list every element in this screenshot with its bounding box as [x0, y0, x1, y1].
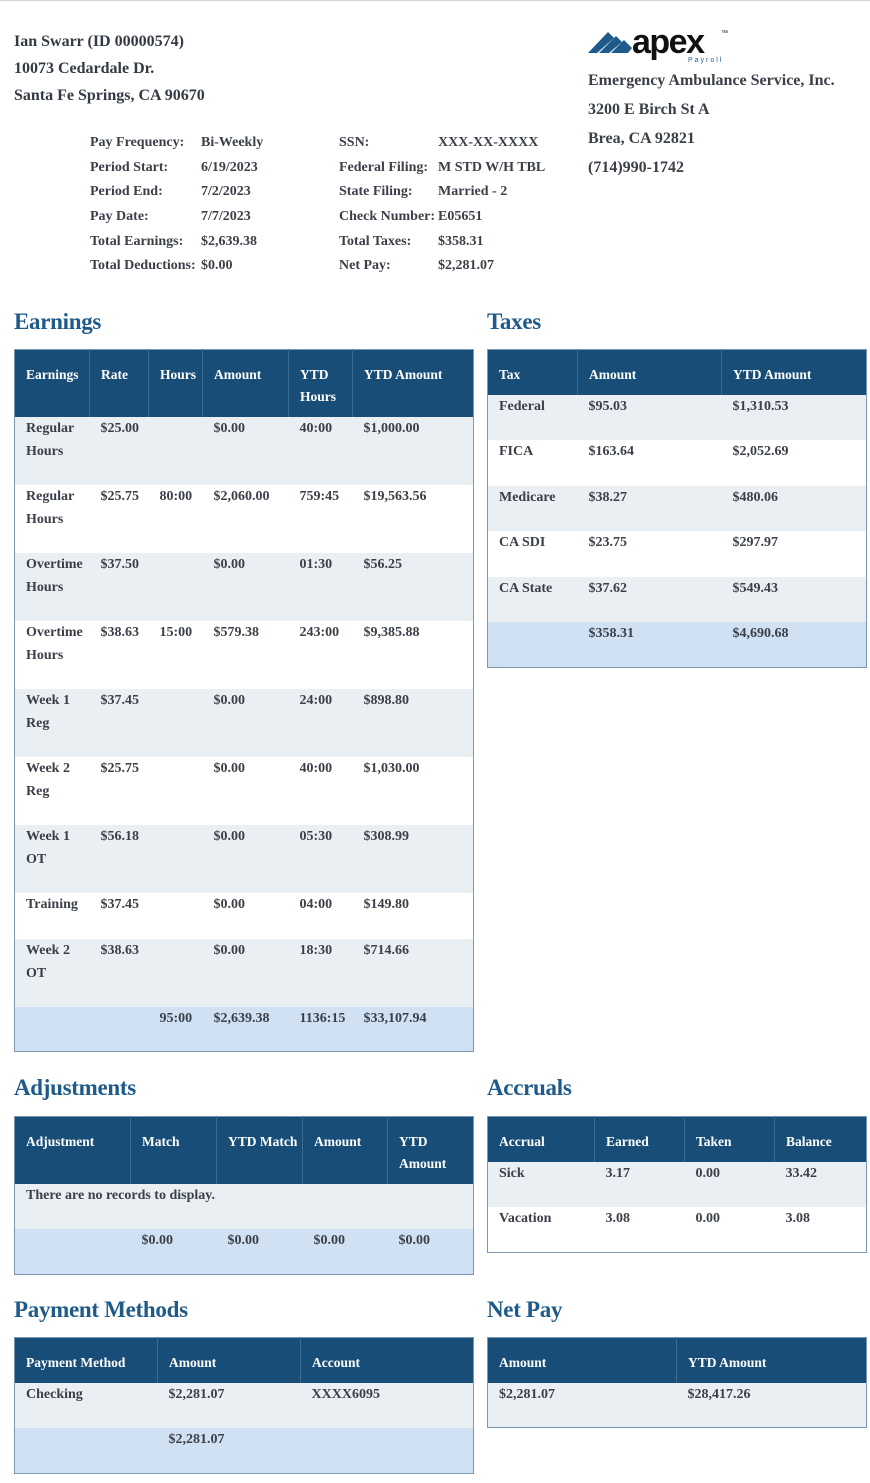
payment-methods-table	[14, 1337, 474, 1474]
taxes-total-name	[488, 622, 578, 668]
table-row	[15, 417, 474, 485]
pay-info-label: Total Earnings:	[90, 233, 184, 249]
column-header: Amount	[303, 1117, 388, 1184]
tax-ytd-amount: $480.06	[722, 486, 867, 531]
payment-total-method	[15, 1428, 158, 1474]
earning-amount: $0.00	[203, 893, 289, 939]
earning-name: Overtime Hours	[15, 621, 90, 689]
column-header: Hours	[149, 350, 203, 417]
earnings-total-name	[15, 1007, 90, 1052]
column-header: YTD Amount	[353, 350, 474, 417]
table-row	[488, 395, 867, 440]
earning-ytd-amount: $19,563.56	[353, 485, 474, 553]
net-pay-table	[487, 1337, 867, 1428]
earning-ytd-amount: $56.25	[353, 553, 474, 621]
table-row	[15, 825, 474, 893]
earning-rate: $37.45	[90, 893, 149, 939]
earning-amount: $0.00	[203, 757, 289, 825]
pay-info-value: $2,639.38	[201, 233, 257, 249]
pay-info-row	[90, 180, 263, 205]
table-row	[15, 939, 474, 1007]
column-header: Amount	[203, 350, 289, 417]
earnings-table	[14, 349, 474, 1052]
earning-ytd-hours: 759:45	[289, 485, 353, 553]
payment-total-account	[301, 1428, 474, 1474]
earning-rate: $56.18	[90, 825, 149, 893]
column-header: Amount	[158, 1338, 301, 1383]
pay-info-value: $2,281.07	[438, 258, 494, 274]
earning-ytd-amount: $1,000.00	[353, 417, 474, 485]
earning-name: Week 1 Reg	[15, 689, 90, 757]
earning-ytd-hours: 40:00	[289, 417, 353, 485]
pay-info-label: Check Number:	[339, 209, 436, 225]
tax-amount: $95.03	[578, 395, 722, 440]
adjustments-total-amount: $0.00	[303, 1229, 388, 1275]
accruals-title: Accruals	[487, 1075, 572, 1100]
pay-info-value: Married - 2	[438, 184, 508, 200]
earning-rate: $25.75	[90, 485, 149, 553]
pay-info-value: $0.00	[201, 258, 233, 274]
pay-info-row	[339, 131, 545, 156]
tax-ytd-amount: $2,052.69	[722, 440, 867, 486]
earning-name: Week 2 OT	[15, 939, 90, 1007]
tax-amount: $37.62	[578, 577, 722, 622]
earning-hours	[149, 893, 203, 939]
column-header: Balance	[775, 1117, 867, 1162]
table-row	[15, 757, 474, 825]
pay-info-row	[339, 180, 545, 205]
pay-info-label: Pay Date:	[90, 209, 149, 225]
earning-hours: 15:00	[149, 621, 203, 689]
pay-info-row	[90, 229, 263, 254]
employee-address-line2: Santa Fe Springs, CA 90670	[14, 87, 205, 104]
taxes-title: Taxes	[487, 309, 541, 334]
earning-rate: $25.75	[90, 757, 149, 825]
tax-ytd-amount: $297.97	[722, 531, 867, 577]
pay-info-value: 7/7/2023	[201, 209, 251, 225]
column-header: Accrual	[488, 1117, 595, 1162]
earning-ytd-amount: $714.66	[353, 939, 474, 1007]
earning-hours	[149, 757, 203, 825]
logo-wordmark: apex	[632, 24, 704, 61]
earning-ytd-hours: 01:30	[289, 553, 353, 621]
tax-name: Medicare	[488, 486, 578, 531]
pay-info-row	[90, 131, 263, 156]
earning-rate: $38.63	[90, 621, 149, 689]
logo-mountains-icon	[588, 32, 632, 53]
adjustments-title: Adjustments	[14, 1075, 136, 1100]
tax-amount: $23.75	[578, 531, 722, 577]
net-pay-ytd-amount: $28,417.26	[677, 1383, 867, 1428]
adjustments-total-name	[15, 1229, 131, 1275]
column-header: Taken	[685, 1117, 775, 1162]
earning-ytd-hours: 243:00	[289, 621, 353, 689]
column-header: Adjustment	[15, 1117, 131, 1184]
column-header: Tax	[488, 350, 578, 395]
pay-info-row	[339, 205, 545, 230]
payment-method: Checking	[15, 1383, 158, 1428]
earning-name: Training	[15, 893, 90, 939]
company-address-line1: 3200 E Birch St A	[588, 101, 710, 118]
taxes-total-ytd: $4,690.68	[722, 622, 867, 668]
pay-info-label: Federal Filing:	[339, 159, 429, 175]
column-header: Payment Method	[15, 1338, 158, 1383]
earning-rate: $37.45	[90, 689, 149, 757]
pay-info-right	[339, 131, 545, 279]
table-row	[15, 1383, 474, 1428]
tax-amount: $38.27	[578, 486, 722, 531]
earnings-total-ytd-hours: 1136:15	[289, 1007, 353, 1052]
pay-info-label: State Filing:	[339, 184, 413, 200]
company-info	[588, 66, 835, 182]
pay-info-label: Period End:	[90, 184, 163, 200]
column-header: Rate	[90, 350, 149, 417]
adjustments-total-match: $0.00	[131, 1229, 217, 1275]
employee-name: Ian Swarr (ID 00000574)	[14, 33, 184, 50]
total-row	[15, 1428, 474, 1474]
pay-info-label: Period Start:	[90, 159, 169, 175]
company-name: Emergency Ambulance Service, Inc.	[588, 72, 835, 89]
column-header: Amount	[488, 1338, 677, 1383]
earning-hours	[149, 939, 203, 1007]
earnings-total-rate	[90, 1007, 149, 1052]
pay-info-label: Net Pay:	[339, 258, 391, 274]
column-header: Earned	[595, 1117, 685, 1162]
top-border	[0, 0, 870, 1]
table-row	[15, 893, 474, 939]
pay-info-row	[90, 205, 263, 230]
employee-info	[14, 28, 205, 109]
pay-info-row	[339, 229, 545, 254]
tax-name: CA State	[488, 577, 578, 622]
pay-info-row	[90, 254, 263, 279]
earning-name: Week 1 OT	[15, 825, 90, 893]
column-header: Match	[131, 1117, 217, 1184]
total-row	[488, 622, 867, 668]
earning-name: Regular Hours	[15, 485, 90, 553]
tax-ytd-amount: $1,310.53	[722, 395, 867, 440]
pay-info-label: SSN:	[339, 135, 370, 151]
accrual-name: Sick	[488, 1162, 595, 1207]
earning-ytd-amount: $308.99	[353, 825, 474, 893]
earning-amount: $0.00	[203, 553, 289, 621]
table-row	[488, 1162, 867, 1207]
column-header: YTD Amount	[388, 1117, 474, 1184]
earning-amount: $2,060.00	[203, 485, 289, 553]
pay-info-value: E05651	[438, 209, 483, 225]
column-header: YTD Amount	[722, 350, 867, 395]
empty-row	[15, 1184, 474, 1229]
payment-amount: $2,281.07	[158, 1383, 301, 1428]
earnings-total-hours: 95:00	[149, 1007, 203, 1052]
earning-name: Regular Hours	[15, 417, 90, 485]
earning-ytd-hours: 18:30	[289, 939, 353, 1007]
table-row	[15, 553, 474, 621]
table-row	[488, 486, 867, 531]
accrual-taken: 0.00	[685, 1162, 775, 1207]
apex-payroll-logo	[588, 24, 738, 68]
earning-ytd-amount: $149.80	[353, 893, 474, 939]
pay-info-value: Bi-Weekly	[201, 135, 264, 151]
pay-info-value: M STD W/H TBL	[438, 159, 546, 175]
taxes-total-amount: $358.31	[578, 622, 722, 668]
earning-hours	[149, 417, 203, 485]
earning-hours	[149, 689, 203, 757]
tax-ytd-amount: $549.43	[722, 577, 867, 622]
earning-ytd-hours: 04:00	[289, 893, 353, 939]
tax-name: CA SDI	[488, 531, 578, 577]
earning-ytd-hours: 24:00	[289, 689, 353, 757]
table-header-row	[15, 1117, 474, 1184]
pay-info-value: 6/19/2023	[201, 159, 258, 175]
table-row	[488, 440, 867, 486]
table-row	[15, 621, 474, 689]
payment-methods-title: Payment Methods	[14, 1297, 188, 1322]
earning-amount: $579.38	[203, 621, 289, 689]
earning-ytd-amount: $9,385.88	[353, 621, 474, 689]
column-header: YTD Hours	[289, 350, 353, 417]
pay-info-value: XXX-XX-XXXX	[438, 135, 539, 151]
adjustments-total-ytd-match: $0.00	[217, 1229, 303, 1275]
table-row	[15, 689, 474, 757]
accruals-table	[487, 1116, 867, 1253]
earning-hours	[149, 825, 203, 893]
earnings-title: Earnings	[14, 309, 102, 334]
earnings-total-amount: $2,639.38	[203, 1007, 289, 1052]
earning-ytd-amount: $898.80	[353, 689, 474, 757]
column-header: Amount	[578, 350, 722, 395]
accrual-earned: 3.17	[595, 1162, 685, 1207]
no-records-message: There are no records to display.	[15, 1184, 474, 1229]
earning-amount: $0.00	[203, 417, 289, 485]
pay-info-row	[339, 156, 545, 181]
taxes-table	[487, 349, 867, 668]
earning-amount: $0.00	[203, 825, 289, 893]
total-row	[15, 1007, 474, 1052]
company-address-line2: Brea, CA 92821	[588, 130, 695, 147]
logo-trademark: ™	[721, 30, 728, 37]
earning-name: Overtime Hours	[15, 553, 90, 621]
pay-info-value: 7/2/2023	[201, 184, 251, 200]
accrual-balance: 33.42	[775, 1162, 867, 1207]
earning-ytd-hours: 05:30	[289, 825, 353, 893]
table-header-row	[15, 350, 474, 417]
net-pay-amount: $2,281.07	[488, 1383, 677, 1428]
adjustments-total-ytd-amount: $0.00	[388, 1229, 474, 1275]
earnings-total-ytd-amount: $33,107.94	[353, 1007, 474, 1052]
pay-info-label: Pay Frequency:	[90, 135, 185, 151]
table-row	[488, 1383, 867, 1428]
column-header: YTD Amount	[677, 1338, 867, 1383]
table-header-row	[488, 350, 867, 395]
pay-info-label: Total Taxes:	[339, 233, 412, 249]
pay-info-label: Total Deductions:	[90, 258, 196, 274]
accrual-name: Vacation	[488, 1207, 595, 1253]
table-row	[488, 577, 867, 622]
earning-rate: $38.63	[90, 939, 149, 1007]
employee-address-line1: 10073 Cedardale Dr.	[14, 60, 155, 77]
earning-rate: $37.50	[90, 553, 149, 621]
pay-info-row	[90, 156, 263, 181]
pay-info-left	[90, 131, 263, 279]
company-phone: (714)990-1742	[588, 159, 684, 176]
accrual-taken: 0.00	[685, 1207, 775, 1253]
earning-hours: 80:00	[149, 485, 203, 553]
pay-info-row	[339, 254, 545, 279]
column-header: Account	[301, 1338, 474, 1383]
table-header-row	[488, 1338, 867, 1383]
column-header: Earnings	[15, 350, 90, 417]
accrual-earned: 3.08	[595, 1207, 685, 1253]
table-row	[15, 485, 474, 553]
table-header-row	[488, 1117, 867, 1162]
earning-name: Week 2 Reg	[15, 757, 90, 825]
pay-info-value: $358.31	[438, 233, 484, 249]
earning-amount: $0.00	[203, 939, 289, 1007]
tax-name: FICA	[488, 440, 578, 486]
table-row	[488, 531, 867, 577]
tax-name: Federal	[488, 395, 578, 440]
payment-account: XXXX6095	[301, 1383, 474, 1428]
net-pay-title: Net Pay	[487, 1297, 563, 1322]
column-header: YTD Match	[217, 1117, 303, 1184]
adjustments-table	[14, 1116, 474, 1275]
earning-ytd-hours: 40:00	[289, 757, 353, 825]
table-header-row	[15, 1338, 474, 1383]
earning-hours	[149, 553, 203, 621]
earning-rate: $25.00	[90, 417, 149, 485]
earning-amount: $0.00	[203, 689, 289, 757]
payment-total-amount: $2,281.07	[158, 1428, 301, 1474]
accrual-balance: 3.08	[775, 1207, 867, 1253]
tax-amount: $163.64	[578, 440, 722, 486]
earning-ytd-amount: $1,030.00	[353, 757, 474, 825]
table-row	[488, 1207, 867, 1253]
total-row	[15, 1229, 474, 1275]
logo-subtitle: Payroll	[688, 57, 724, 64]
